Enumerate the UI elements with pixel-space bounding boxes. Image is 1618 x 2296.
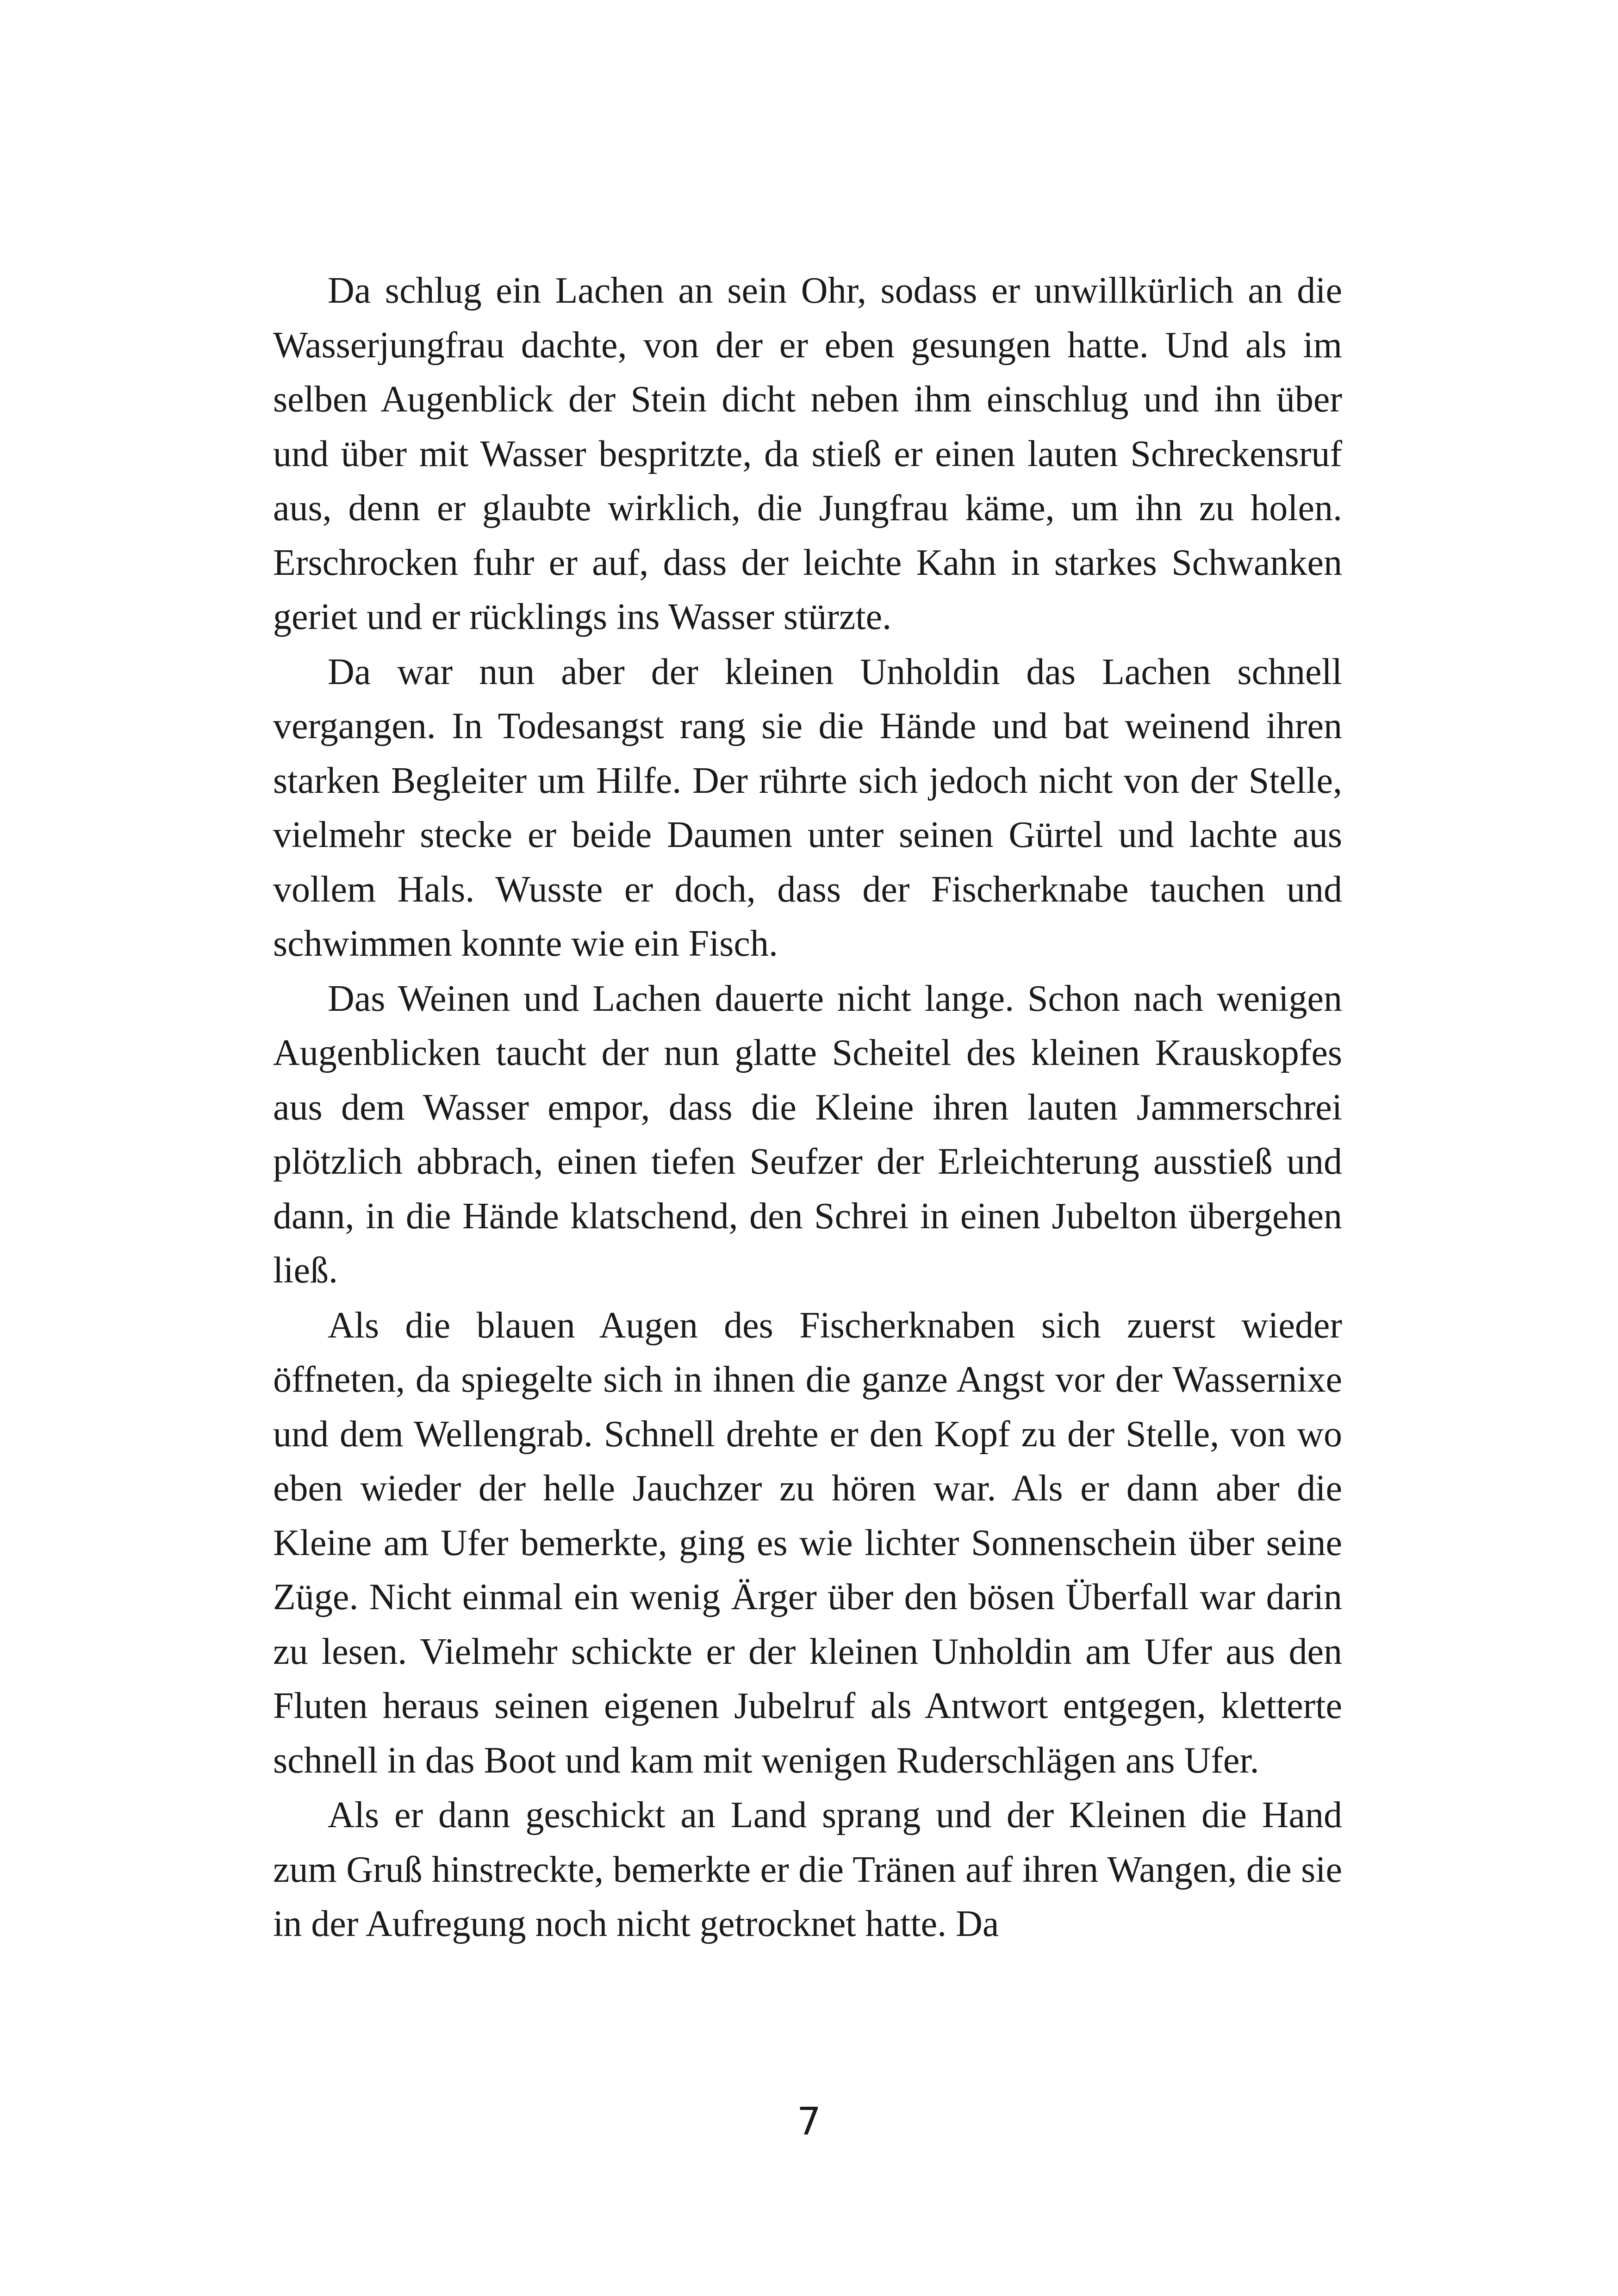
paragraph: Das Weinen und Lachen dauerte nicht lange. Schon nach wenigen Augenblicken taucht der nun glatte Scheitel des kleinen Krauskopfes aus dem Wasser empor, dass die Kleine ihren lauten Jammerschrei plötzlich abbrach, einen tiefen Seufzer der Erleichterung ausstieß und dann, in die Hände klatschend, den Schrei in einen Jubelton übergehen ließ. (273, 978, 1342, 1291)
paragraph: Da schlug ein Lachen an sein Ohr, sodass er unwillkürlich an die Wasserjungfrau dachte, von der er eben gesungen hatte. Und als im selben Augenblick der Stein dicht neben ihm einschlug und ihn über und über mit Wasser bespritzte, da stieß er einen lauten Schreckensruf aus, denn er glaubte wirklich, die Jungfrau käme, um ihn zu holen. Erschrocken fuhr er auf, dass der leichte Kahn in starkes Schwanken geriet und er rücklings ins Wasser stürzte. (273, 270, 1342, 637)
body-text (273, 264, 1342, 1952)
paragraph: Als die blauen Augen des Fischerknaben sich zuerst wieder öffneten, da spiegelte sich in ihnen die ganze Angst vor der Wassernixe und dem Wellengrab. Schnell drehte er den Kopf zu der Stelle, von wo eben wieder der helle Jauchzer zu hören war. Als er dann aber die Kleine am Ufer bemerkte, ging es wie lichter Sonnenschein über seine Züge. Nicht einmal ein wenig Ärger über den bösen Überfall war darin zu lesen. Vielmehr schickte er der kleinen Unholdin am Ufer aus den Fluten heraus seinen eigenen Jubelruf als Antwort entgegen, kletterte schnell in das Boot und kam mit wenigen Ruderschlägen ans Ufer. (273, 1305, 1342, 1781)
paragraph: Da war nun aber der kleinen Unholdin das Lachen schnell vergangen. In Todesangst rang sie die Hände und bat weinend ihren starken Begleiter um Hilfe. Der rührte sich jedoch nicht von der Stelle, vielmehr stecke er beide Daumen unter seinen Gürtel und lachte aus vollem Hals. Wusste er doch, dass der Fischerknabe tauchen und schwimmen konnte wie ein Fisch. (273, 651, 1342, 964)
page-number: 7 (797, 2100, 821, 2144)
paragraph: Als er dann geschickt an Land sprang und der Kleinen die Hand zum Gruß hinstreckte, bemerkte er die Tränen auf ihren Wangen, die sie in der Aufregung noch nicht getrocknet hatte. Da (273, 1795, 1342, 1944)
